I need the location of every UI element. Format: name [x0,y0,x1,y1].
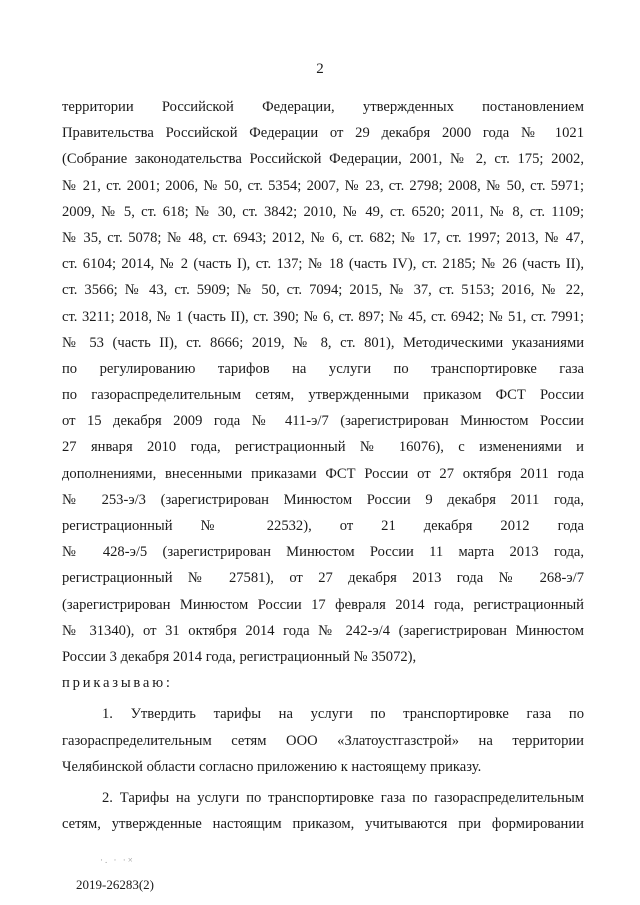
item-1-line: Челябинской области согласно приложению к настоящему приказу. [62,758,482,775]
text-line: № 35, ст. 5078; № 48, ст. 6943; 2012, № 6, ст. 682; № 17, ст. 1997; 2013, № 47, [62,229,584,246]
text-line: от 15 декабря 2009 года № 411-э/7 (зарегистрирован Минюстом России [62,413,584,430]
text-line: (зарегистрирован Минюстом России 17 февраля 2014 года, регистрационный [62,596,584,613]
text-line: России 3 декабря 2014 года, регистрационный № 35072), [62,648,417,665]
order-word: приказываю: [62,675,173,692]
document-body [62,94,584,837]
text-line: регистрационный № 22532), от 21 декабря 2012 года [62,518,584,534]
item-2-line: сетям, утвержденные настоящим приказом, учитываются при формировании [62,816,584,833]
text-line: ст. 6104; 2014, № 2 (часть I), ст. 137; № 18 (часть IV), ст. 2185; № 26 (часть II), [62,256,584,273]
item-2-line: 2. Тарифы на услуги по транспортировке газа по газораспределительным [102,789,584,806]
item-1-line: газораспределительным сетям ООО «Златоустгазстрой» на территории [62,732,584,749]
scan-marks: ·. · ·× [100,855,135,865]
text-line: № 31340), от 31 октября 2014 года № 242-э/4 (зарегистрирован Минюстом [62,622,584,639]
text-line: (Собрание законодательства Российской Федерации, 2001, № 2, ст. 175; 2002, [62,151,584,168]
text-line: по газораспределительным сетям, утвержденными приказом ФСТ России [62,387,584,404]
text-line: ст. 3211; 2018, № 1 (часть II), ст. 390; № 6, ст. 897; № 45, ст. 6942; № 51, ст. 7991; [62,308,584,325]
text-line: 2009, № 5, ст. 618; № 30, ст. 3842; 2010, № 49, ст. 6520; 2011, № 8, ст. 1109; [62,203,584,220]
text-line: регистрационный № 27581), от 27 декабря 2013 года № 268-э/7 [62,570,584,587]
item-1-line: 1. Утвердить тарифы на услуги по транспортировке газа по [102,706,584,723]
text-line: № 21, ст. 2001; 2006, № 50, ст. 5354; 2007, № 23, ст. 2798; 2008, № 50, ст. 5971; [62,177,584,194]
text-line: Правительства Российской Федерации от 29 декабря 2000 года № 1021 [62,125,584,142]
text-line: 27 января 2010 года, регистрационный № 16076), с изменениями и [62,439,584,456]
text-line: ст. 3566; № 43, ст. 5909; № 50, ст. 7094; 2015, № 37, ст. 5153; 2016, № 22, [62,282,584,299]
document-code: 2019-26283(2) [76,877,154,892]
text-line: № 253-э/3 (зарегистрирован Минюстом России 9 декабря 2011 года, [62,491,584,508]
text-line: по регулированию тарифов на услуги по транспортировке газа [62,360,584,377]
text-line: дополнениями, внесенными приказами ФСТ России от 27 октября 2011 года [62,465,584,482]
page-number: 2 [316,61,324,77]
text-line: № 53 (часть II), ст. 8666; 2019, № 8, ст. 801), Методическими указаниями [62,334,584,351]
text-line: № 428-э/5 (зарегистрирован Минюстом России 11 марта 2013 года, [62,544,584,561]
text-line: территории Российской Федерации, утвержденных постановлением [62,99,584,115]
